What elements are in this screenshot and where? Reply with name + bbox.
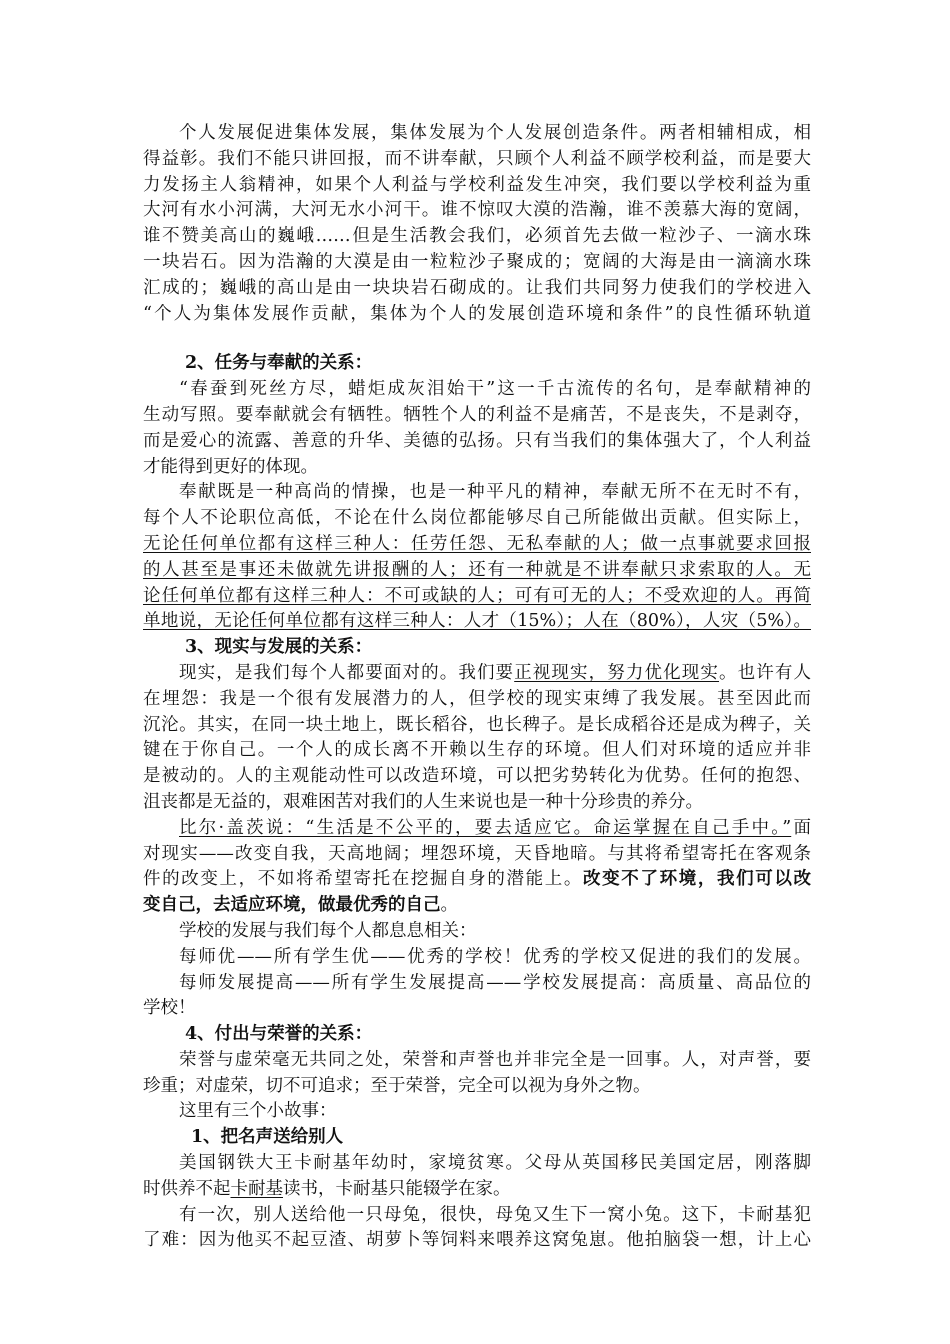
text-span: 面 [791,817,811,838]
section-heading-2: 2、任务与奉献的关系： [185,353,373,374]
story-heading-1: 1、把名声送给别人 [191,1127,344,1148]
text-line: 荣誉与虚荣毫无共同之处，荣誉和声誉也并非完全是一回事。人，对声誉，要 [179,1049,811,1070]
text-span: 。也许有人 [719,662,811,683]
text-line: 对现实——改变自我，天高地阔；埋怨环境，天昏地暗。与其将希望寄托在客观条 [143,843,811,864]
text-span: 件的改变上，不如将希望寄托在挖掘自身的潜能上。 [143,869,584,890]
text-line: 汇成的；巍峨的高山是由一块块岩石砌成的。让我们共同努力使我们的学校进入 [143,277,811,298]
document-page [143,121,811,1254]
text-line: “个人为集体发展作贡献，集体为个人的发展创造环境和条件”的良性循环轨道 [143,303,811,324]
text-span: 读书，卡耐基只能辍学在家。 [283,1178,511,1199]
text-line [143,1177,811,1203]
text-line: 一块岩石。因为浩瀚的大漠是由一粒粒沙子聚成的；宽阔的大海是由一滴滴水珠 [143,251,811,272]
text-line: 谁不赞美高山的巍峨……但是生活教会我们，必须首先去做一粒沙子、一滴水珠 [143,226,811,247]
text-line: 每师发展提高——所有学生发展提高——学校发展提高：高质量、高品位的 [179,972,811,993]
text-line: 沮丧都是无益的，艰难困苦对我们的人生来说也是一种十分珍贵的养分。 [143,791,703,812]
text-line: 是被动的。人的主观能动性可以改造环境，可以把劣势转化为优势。任何的抱怨、 [143,766,811,787]
text-line: 奉献既是一种高尚的情操，也是一种平凡的精神，奉献无所不在无时不有， [179,482,811,503]
section-heading-4: 4、付出与荣誉的关系： [185,1024,373,1045]
text-line: 这里有三个小故事： [179,1101,337,1122]
text-line: 个人发展促进集体发展，集体发展为个人发展创造条件。两者相辅相成，相 [179,123,811,143]
text-line [143,867,811,893]
bold-span: 变自己，去适应环境，做最优秀的自己 [143,895,441,916]
text-line: 学校！ [143,998,196,1019]
text-line: 美国钢铁大王卡耐基年幼时，家境贫寒。父母从英国移民美国定居，刚落脚 [179,1153,811,1174]
text-line [143,816,811,842]
quote-underlined-span: 比尔·盖茨说：“生活是不公平的，要去适应它。命运掌握在自己手中。” [179,817,792,838]
underlined-text-line: 的人甚至是事还未做就先讲报酬的人；还有一种就是不讲奉献只求索取的人。无 [143,559,811,580]
text-line: 得益彰。我们不能只讲回报，而不讲奉献，只顾个人利益不顾学校利益，而是要大 [143,148,811,169]
text-line: 而是爱心的流露、善意的升华、美德的弘扬。只有当我们的集体强大了，个人利益 [143,430,811,451]
text-line: 在埋怨：我是一个很有发展潜力的人，但学校的现实束缚了我发展。甚至因此而 [143,688,811,709]
text-line: 大河有水小河满，大河无水小河干。谁不惊叹大漠的浩瀚，谁不羡慕大海的宽阔， [143,200,811,221]
text-line [143,661,811,687]
section-heading-3: 3、现实与发展的关系： [185,637,373,658]
text-line: 沉沦。其实，在同一块土地上，既长稻谷，也长稗子。是长成稻谷还是成为稗子，关 [143,714,811,735]
text-span: 时供养不起 [143,1178,231,1199]
text-line: 每师优——所有学生优——优秀的学校！优秀的学校又促进的我们的发展。 [179,946,811,967]
underlined-span: 卡耐基 [230,1178,283,1199]
text-line: 学校的发展与我们每个人都息息相关： [179,920,477,941]
underlined-text-line: 论任何单位都有这样三种人：不可或缺的人；可有可无的人；不受欢迎的人。再简 [143,585,811,606]
text-line: 生动写照。要奉献就会有牺牲。牺牲个人的利益不是痛苦，不是丧失，不是剥夺， [143,404,811,425]
underlined-text-line: 单地说，无论任何单位都有这样三种人：人才（15%）；人在（80%），人灾（5%）。 [143,611,811,632]
text-line: 每个人不论职位高低，不论在什么岗位都能够尽自己所能做出贡献。但实际上， [143,508,811,529]
bold-span: 改变不了环境，我们可以改 [583,869,811,890]
text-line: 了难：因为他买不起豆渣、胡萝卜等饲料来喂养这窝兔崽。他拍脑袋一想，计上心 [143,1230,811,1251]
underlined-span: 正视现实，努力优化现实 [514,662,720,683]
text-line: 力发扬主人翁精神，如果个人利益与学校利益发生冲突，我们要以学校利益为重 [143,174,811,195]
text-line: “春蚕到死丝方尽，蜡炬成灰泪始干”这一千古流传的名句，是奉献精神的 [179,379,811,400]
text-span: 。 [440,895,458,916]
text-line: 才能得到更好的体现。 [143,456,318,477]
text-span: 现实，是我们每个人都要面对的。我们要 [179,662,515,683]
underlined-text-line: 无论任何单位都有这样三种人：任劳任怨、无私奉献的人；做一点事就要求回报 [143,533,811,554]
text-line: 珍重；对虚荣，切不可追求；至于荣誉，完全可以视为身外之物。 [143,1075,651,1096]
text-line: 键在于你自己。一个人的成长离不开赖以生存的环境。但人们对环境的适应并非 [143,740,811,761]
spacer [143,327,811,351]
text-line [143,893,811,919]
text-line: 有一次，别人送给他一只母兔，很快，母兔又生下一窝小兔。这下，卡耐基犯 [179,1204,811,1225]
